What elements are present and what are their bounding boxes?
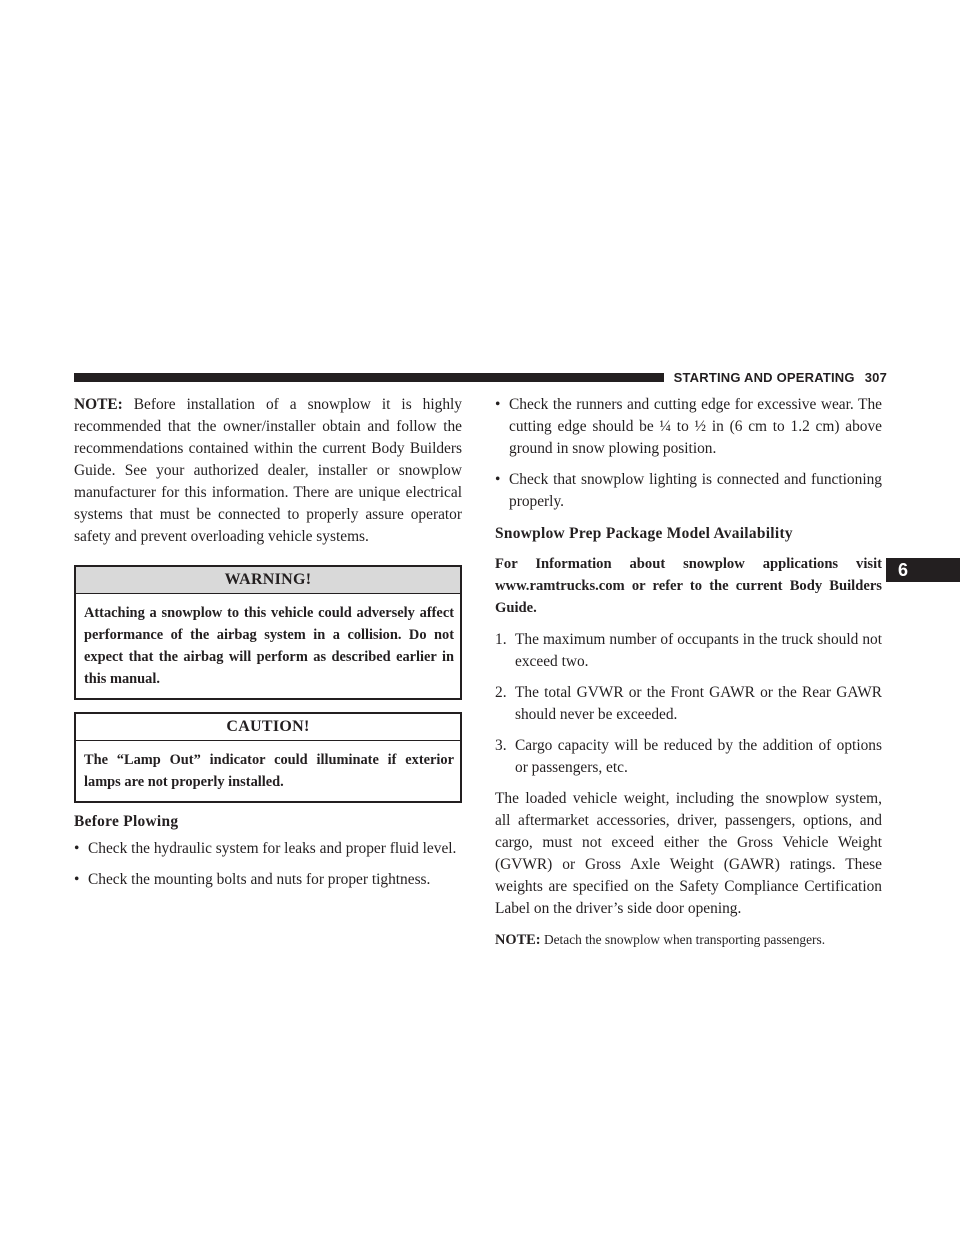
chapter-tab bbox=[886, 558, 960, 582]
bullet-text: Check that snowplow lighting is connected and functioning properly. bbox=[509, 471, 882, 510]
bullet-text: Check the mounting bolts and nuts for proper tightness. bbox=[88, 871, 431, 888]
list-item bbox=[74, 869, 462, 891]
right-column bbox=[495, 394, 882, 950]
item-number: 2. bbox=[495, 684, 507, 701]
item-number: 3. bbox=[495, 737, 507, 754]
bullet-text: Check the hydraulic system for leaks and proper fluid level. bbox=[88, 840, 457, 857]
caution-title: CAUTION! bbox=[76, 714, 460, 741]
bullet-icon: • bbox=[74, 871, 80, 888]
list-item bbox=[495, 394, 882, 460]
item-text: The total GVWR or the Front GAWR or the Rear GAWR should never be exceeded. bbox=[515, 684, 882, 723]
note-text: Before installation of a snowplow it is highly recommended that the owner/installer obtain and follow the recommendations contained within the current Body Builders Guide. See your authorized dealer, installer or snowplow manufacturer for this information. There are unique electrical systems that must be connected to properly assure operator safety and prevent overloading vehicle systems. bbox=[74, 396, 462, 545]
section-title: STARTING AND OPERATING bbox=[673, 369, 855, 385]
numbered-item bbox=[495, 682, 882, 726]
detach-note bbox=[495, 930, 882, 950]
note-text: Detach the snowplow when transporting passengers. bbox=[543, 932, 826, 947]
bullet-icon: • bbox=[74, 840, 80, 857]
page-number: 307 bbox=[864, 369, 887, 385]
numbered-item bbox=[495, 735, 882, 779]
left-column bbox=[74, 394, 462, 900]
warning-text: Attaching a snowplow to this vehicle could adversely affect performance of the airbag system in a collision. Do not expect that the airbag will perform as described earlier in this manual. bbox=[84, 605, 454, 687]
item-number: 1. bbox=[495, 631, 507, 648]
bullet-icon: • bbox=[495, 396, 501, 413]
chapter-number: 6 bbox=[898, 559, 909, 580]
installation-note bbox=[74, 394, 462, 548]
bullet-text: Check the runners and cutting edge for excessive wear. The cutting edge should be ¼ to ½ in (6 cm to 1.2 cm) above ground in snow plowing position. bbox=[509, 396, 882, 457]
list-item bbox=[74, 838, 462, 860]
item-text: Cargo capacity will be reduced by the addition of options or passengers, etc. bbox=[515, 737, 882, 776]
snowplow-prep-heading: Snowplow Prep Package Model Availability bbox=[495, 525, 793, 542]
note-label: NOTE: bbox=[495, 932, 541, 948]
warning-box bbox=[74, 565, 462, 700]
caution-text: The “Lamp Out” indicator could illuminate if exterior lamps are not properly installed. bbox=[84, 752, 454, 790]
header-rule bbox=[74, 373, 664, 382]
bullet-icon: • bbox=[495, 471, 501, 488]
note-label: NOTE: bbox=[74, 396, 123, 413]
before-plowing-heading: Before Plowing bbox=[74, 813, 179, 830]
warning-title: WARNING! bbox=[76, 567, 460, 594]
list-item bbox=[495, 469, 882, 513]
caution-box bbox=[74, 712, 462, 803]
loaded-weight-paragraph: The loaded vehicle weight, including the snowplow system, all aftermarket accessories, driver, passengers, options, and cargo, must not exceed either the Gross Vehicle Weight (GVWR) or Gross Axle Weight (GAWR) ratings. These weights are specified on the Safety Compliance Certification Label on the driver’s side door opening. bbox=[495, 790, 882, 917]
running-header bbox=[672, 368, 887, 386]
item-text: The maximum number of occupants in the truck should not exceed two. bbox=[515, 631, 882, 670]
numbered-item bbox=[495, 629, 882, 673]
info-text: For Information about snowplow applications visit www.ramtrucks.com or refer to the current Body Builders Guide. bbox=[495, 556, 882, 616]
